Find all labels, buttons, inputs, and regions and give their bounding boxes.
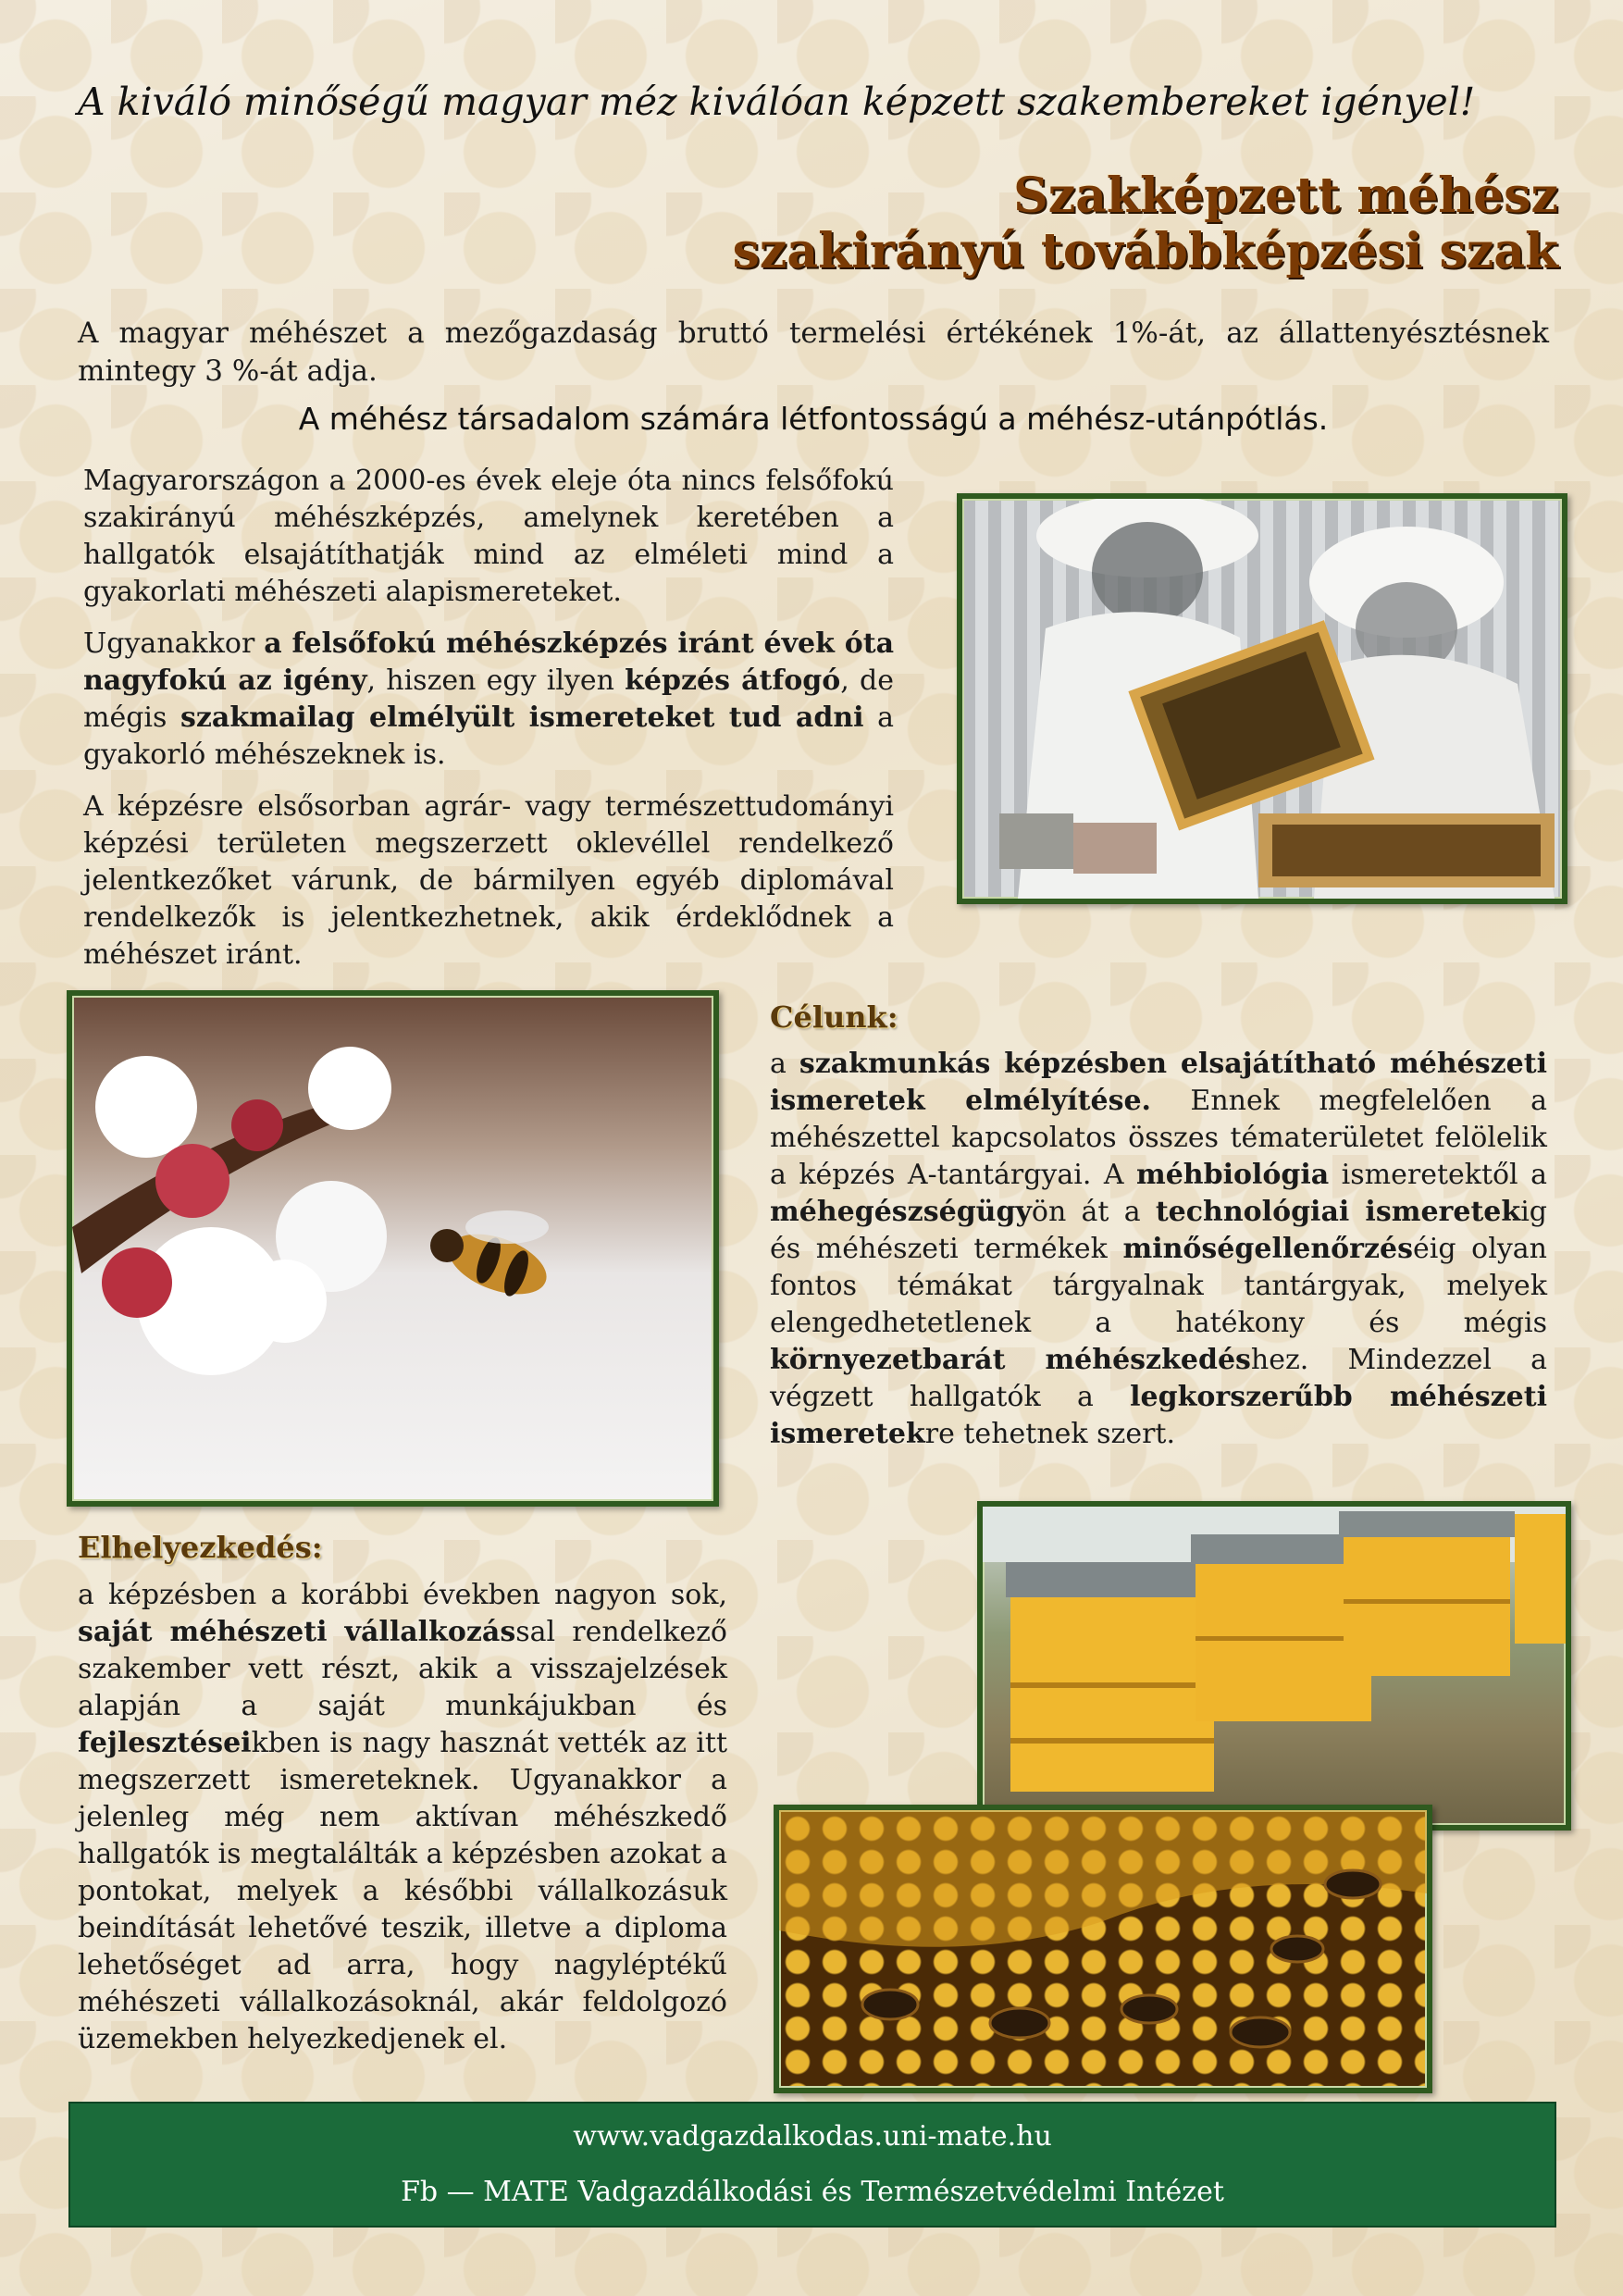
beekeepers-photo [957,493,1567,904]
paragraph-3: A képzésre elsősorban agrár- vagy természettudományi képzési területen megszerzett oklevéllel rendelkező jelentkezőket várunk, de bármilyen egyéb diplomával rendelkezők is jelentkezhetnek, akik érdeklődnek a méhészet iránt. [83,790,894,971]
beehives-photo [977,1501,1571,1831]
beekeepers-illustration [962,499,1562,899]
title-line-1: Szakképzett méhész [1013,168,1558,224]
facebook-link[interactable]: Fb — MATE Vadgazdálkodási és Természetvédelmi Intézet [401,2176,1224,2208]
honeycomb-photo [774,1805,1432,2093]
goal-paragraph: a szakmunkás képzésben elsajátítható méhészeti ismeretek elmélyítése. Ennek megfelelően a méhészettel kapcsolatos összes tématerületet felölelik a képzés A-tantárgyai. A méhbiológia ismeretektől a méhegészségügyön át a technológiai ismeretekig és méhészeti termékek minőségellenőrzéséig olyan fontos témákat tárgyalnak tantárgyak, melyek elengedhetetlenek a hatékony és mégis környezetbarát méhészkedéshez. Mindezzel a végzett hallgatók a legkorszerűbb méhészeti ismeretekre tehetnek szert. [770,1048,1548,1450]
paragraph-1: Magyarországon a 2000-es évek eleje óta nincs felsőfokú szakirányú méhészképzés, amelynek keretében a hallgatók elsajátíthatják mind az elméleti mind a gyakorlati méhészeti alapismereteket. [83,465,894,608]
blossom-bee-photo [67,990,719,1507]
subheading: A méhész társadalom számára létfontosságú a méhész-utánpótlás. [298,401,1329,437]
website-link[interactable]: www.vadgazdalkodas.uni-mate.hu [573,2120,1052,2153]
goal-heading: Célunk: [770,999,898,1035]
page-title [733,168,1558,279]
bee-icon [430,1210,554,1306]
title-line-2: szakirányú továbbképzési szak [732,223,1558,279]
blossom-illustration [72,996,713,1501]
footer-banner [68,2102,1556,2228]
placement-paragraph: a képzésben a korábbi években nagyon sok, saját méhészeti vállalkozással rendelkező szakember vett részt, akik a visszajelzések alapján a saját munkájukban és fejlesztéseikben is nagy hasznát vették az itt megszerzett ismereteknek. Ugyanakkor a jelenleg még nem aktívan méhészkedő hallgatók is megtalálták a képzésben azokat a pontokat, melyek a későbbi vállalkozásuk beindítását lehetővé teszik, illetve a diploma lehetőséget ad arra, hogy nagyléptékű méhészeti vállalkozásoknál, akár feldolgozó üzemekben helyezkedjenek el. [78,1579,727,2055]
placement-heading: Elhelyezkedés: [78,1530,323,1565]
tagline: A kiváló minőségű magyar méz kiválóan képzett szakembereket igényel! [78,80,1476,124]
honeycomb-illustration [779,1810,1427,2088]
paragraph-2: Ugyanakkor a felsőfokú méhészképzés iránt évek óta nagyfokú az igény, hiszen egy ilyen képzés átfogó, de mégis szakmailag elmélyült ismereteket tud adni a gyakorló méhészeknek is. [83,627,895,771]
left-column-text [83,463,894,988]
beehives-illustration [983,1507,1566,1825]
intro-paragraph: A magyar méhészet a mezőgazdaság bruttó termelési értékének 1%-át, az állattenyésztésnek mintegy 3 %-át adja. [78,316,1549,388]
